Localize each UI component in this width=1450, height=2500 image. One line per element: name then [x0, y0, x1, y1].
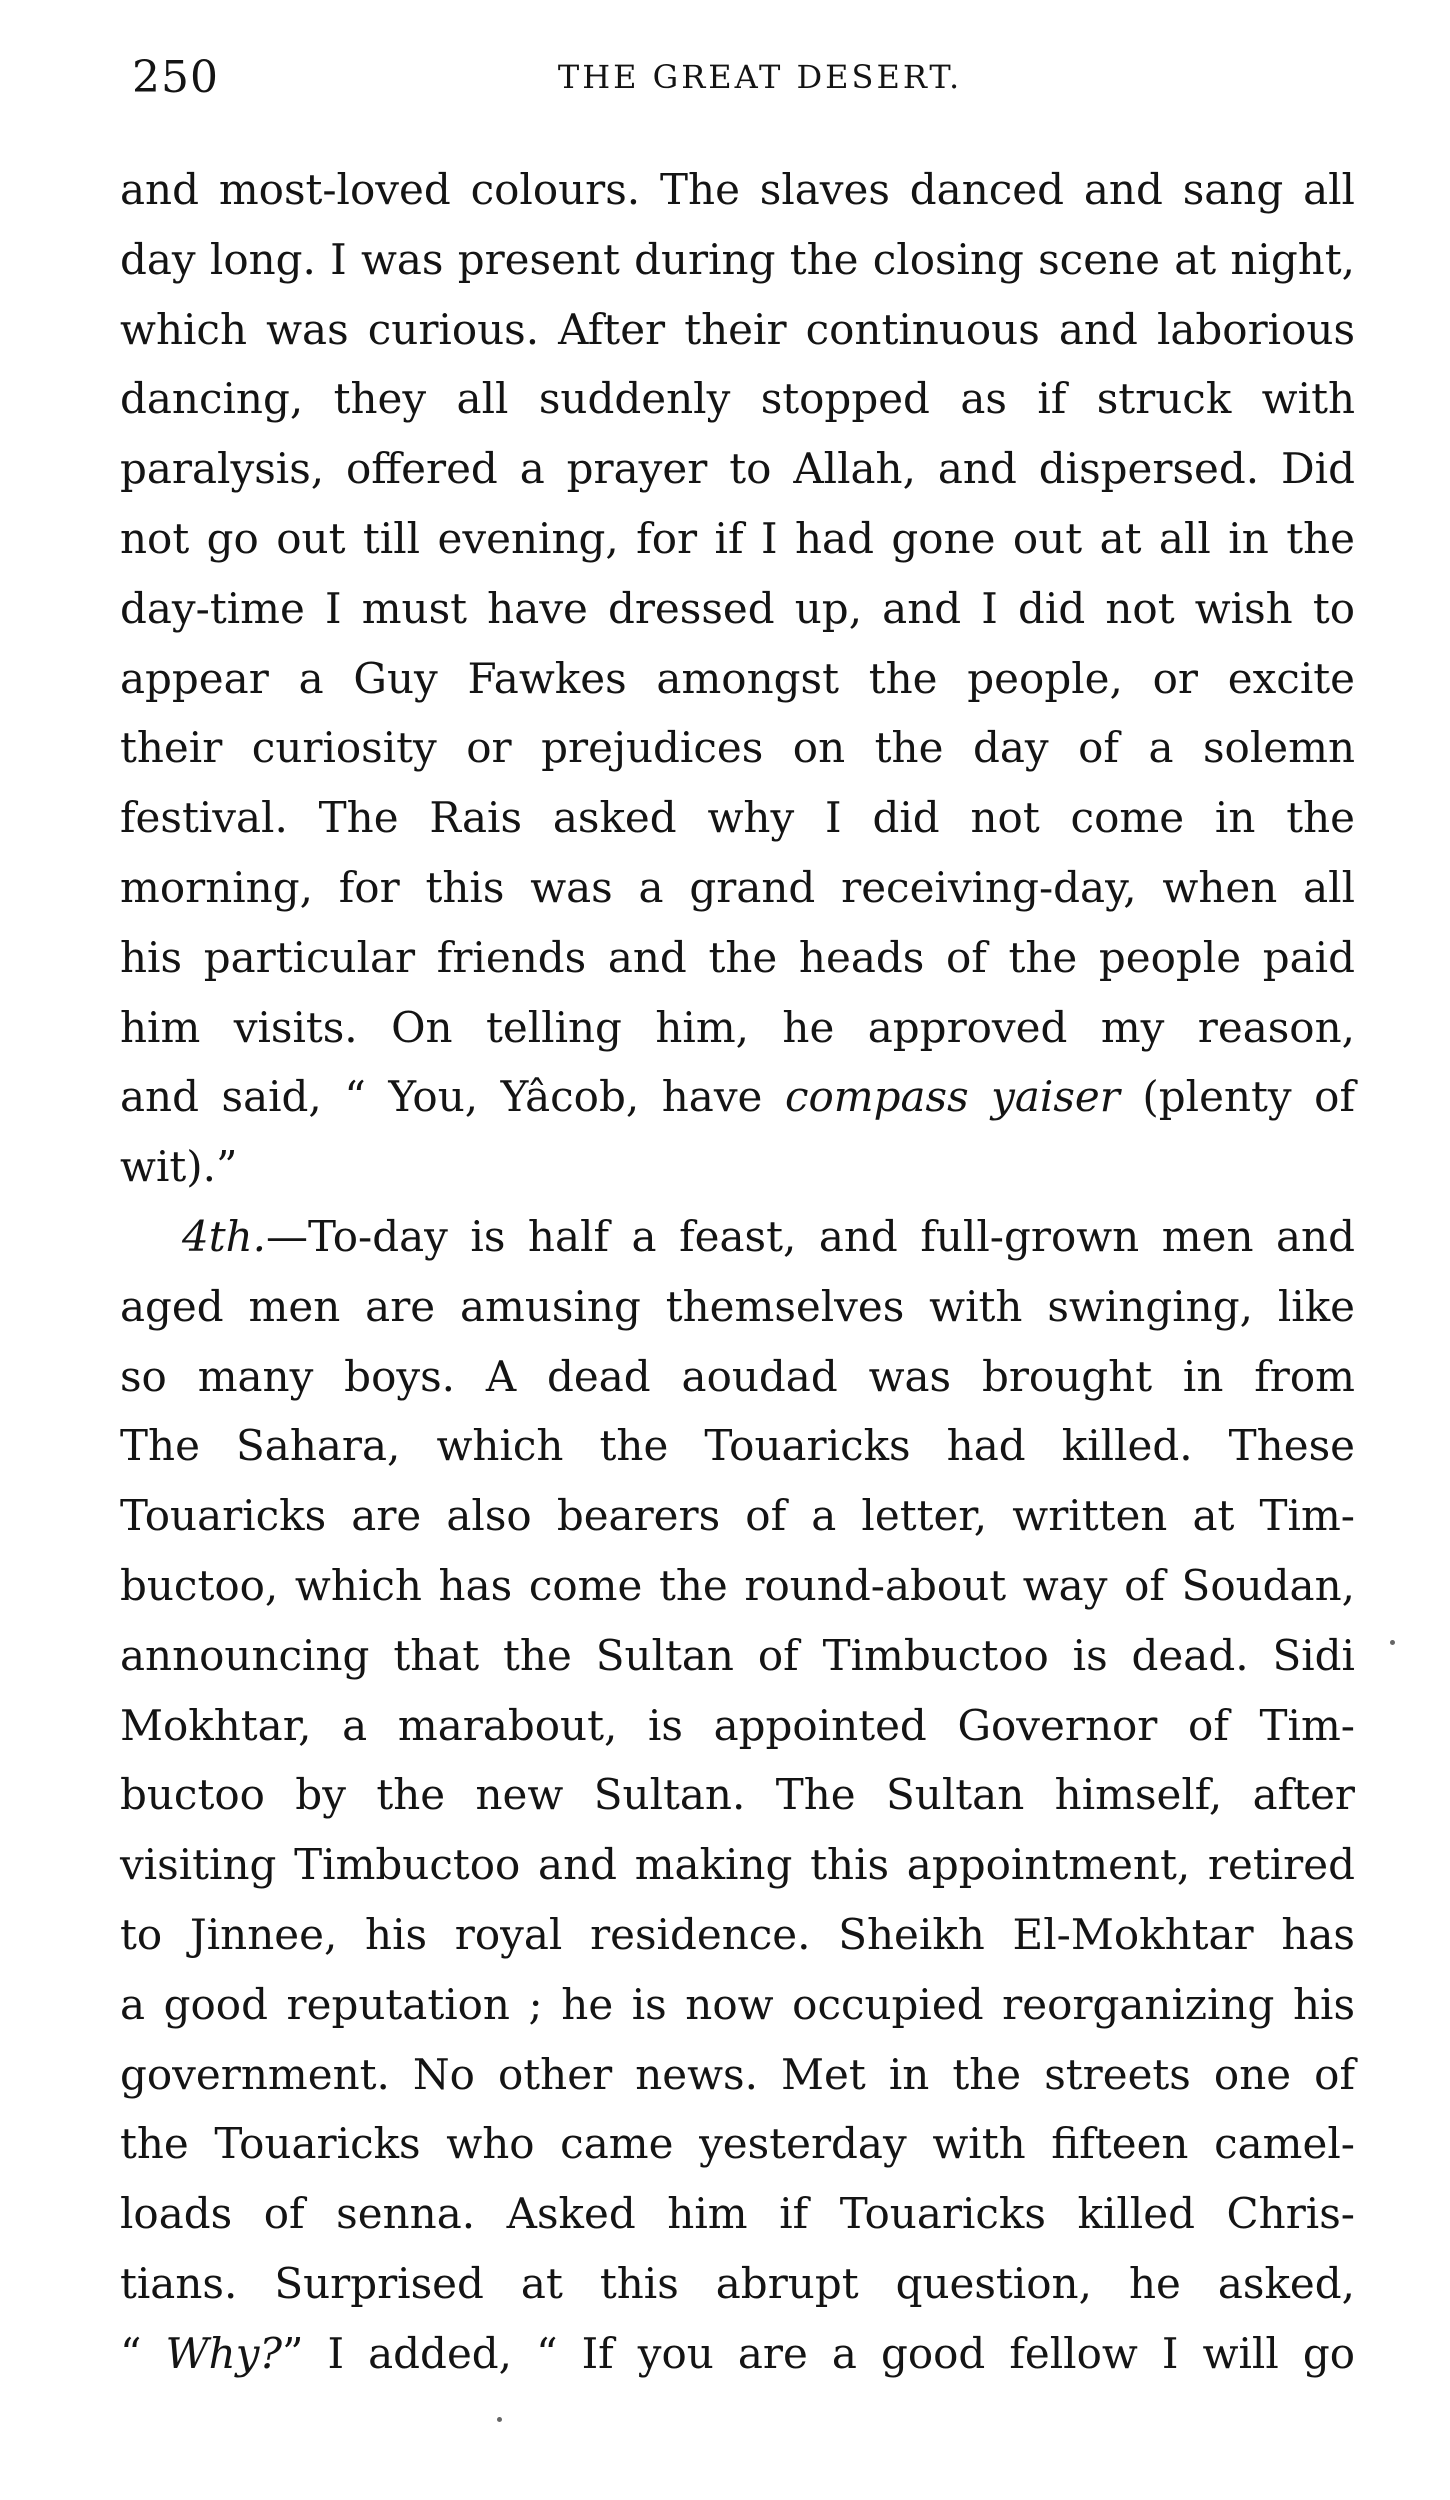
text-span: ” I added, “ If you are a good fellow I will go [281, 2328, 1355, 2378]
text-line: festival. The Rais asked why I did not come in the [120, 793, 1355, 843]
ink-speck [497, 2417, 502, 2422]
text-span: (plenty of [1119, 1072, 1355, 1122]
italic-phrase: compass yaiser [784, 1072, 1120, 1122]
text-line-with-italic [120, 2319, 1355, 2389]
text-line: day long. I was present during the closing scene at night, [120, 234, 1355, 284]
page-header [120, 42, 1360, 112]
text-line: buctoo by the new Sultan. The Sultan himself, after [120, 1770, 1355, 1820]
text-line: aged men are amusing themselves with swinging, like [120, 1281, 1355, 1331]
page-number: 250 [132, 52, 219, 103]
text-line: day-time I must have dressed up, and I did not wish to [120, 583, 1355, 633]
paragraph-end-line: wit).” [120, 1142, 238, 1192]
text-line: visiting Timbuctoo and making this appointment, retired [120, 1840, 1355, 1890]
date-heading: 4th. [182, 1211, 266, 1261]
text-line: morning, for this was a grand receiving-day, when all [120, 862, 1355, 912]
text-line: which was curious. After their continuous and laborious [120, 304, 1355, 354]
text-line: The Sahara, which the Touaricks had killed. These [120, 1421, 1355, 1471]
text-line: their curiosity or prejudices on the day of a solemn [120, 723, 1355, 773]
text-line: so many boys. A dead aoudad was brought in from [120, 1351, 1355, 1401]
text-line: buctoo, which has come the round-about way of Soudan, [120, 1560, 1355, 1610]
text-span: “ [120, 2328, 166, 2378]
text-line: not go out till evening, for if I had gone out at all in the [120, 513, 1355, 563]
text-line: Mokhtar, a marabout, is appointed Governor of Tim- [120, 1700, 1355, 1750]
italic-phrase: Why? [165, 2328, 282, 2378]
text-line: a good reputation ; he is now occupied reorganizing his [120, 1979, 1355, 2029]
text-line: loads of senna. Asked him if Touaricks killed Chris- [120, 2189, 1355, 2239]
text-span: and said, “ You, Yâcob, have [120, 1072, 785, 1122]
text-line: appear a Guy Fawkes amongst the people, or excite [120, 653, 1355, 703]
text-span: —To-day is half a feast, and full-grown men and [266, 1211, 1355, 1261]
body-text [120, 155, 1355, 2389]
text-line: announcing that the Sultan of Timbuctoo is dead. Sidi [120, 1630, 1355, 1680]
text-line-with-italic [120, 1062, 1355, 1132]
text-line: to Jinnee, his royal residence. Sheikh El-Mokhtar has [120, 1909, 1355, 1959]
text-line: and most-loved colours. The slaves danced and sang all [120, 165, 1355, 214]
text-line: dancing, they all suddenly stopped as if struck with [120, 374, 1355, 424]
running-head: THE GREAT DESERT. [557, 58, 963, 96]
text-line: Touaricks are also bearers of a letter, written at Tim- [120, 1491, 1355, 1541]
text-line: government. No other news. Met in the streets one of [120, 2049, 1355, 2099]
text-line: his particular friends and the heads of the people paid [120, 932, 1355, 982]
text-line: the Touaricks who came yesterday with fifteen camel- [120, 2119, 1355, 2169]
text-line: tians. Surprised at this abrupt question, he asked, [120, 2258, 1355, 2308]
paragraph-start-line [120, 1202, 1355, 1272]
ink-speck [1390, 1640, 1395, 1645]
text-line: paralysis, offered a prayer to Allah, and dispersed. Did [120, 444, 1355, 494]
text-line: him visits. On telling him, he approved my reason, [120, 1002, 1355, 1052]
